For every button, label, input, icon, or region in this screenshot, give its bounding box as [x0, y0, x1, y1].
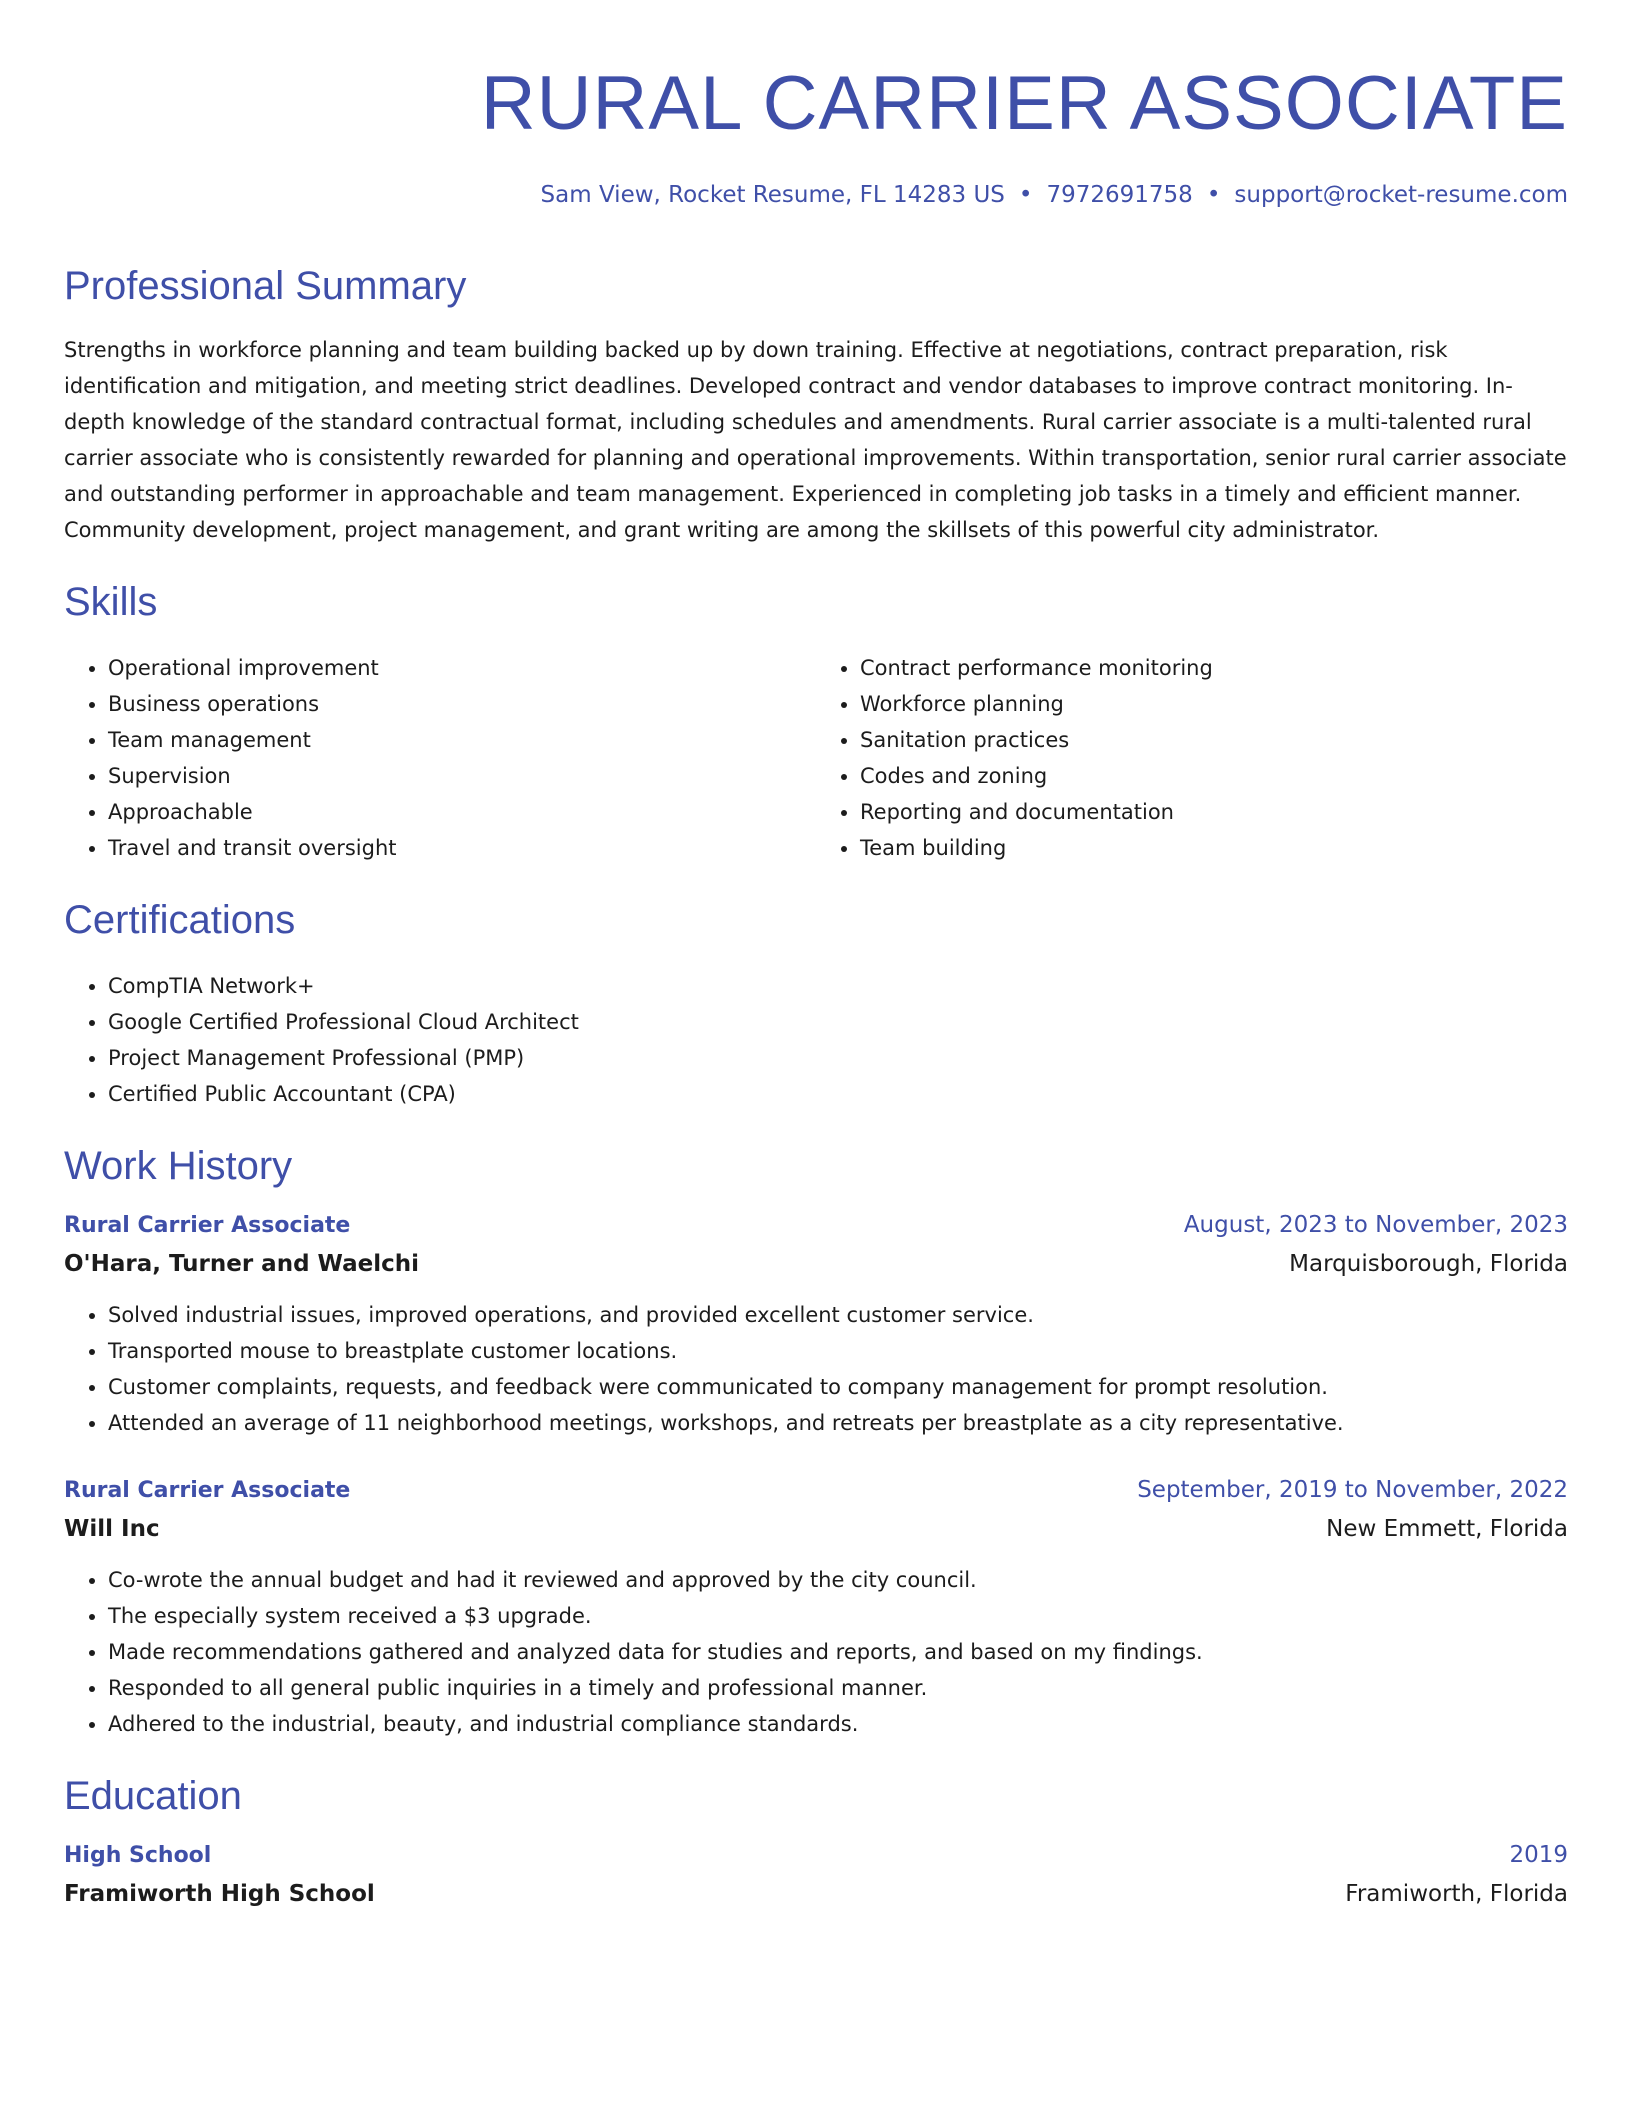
education-school-row — [64, 1875, 1568, 1913]
contact-separator: • — [1018, 182, 1033, 208]
skills-list-right — [816, 650, 1568, 866]
skill-item: • Travel and transit oversight — [108, 830, 816, 866]
job-bullet: • Co-wrote the annual budget and had it reviewed and approved by the city council. — [108, 1562, 1568, 1598]
certifications-list — [64, 968, 1568, 1112]
certification-item: • Project Management Professional (PMP) — [108, 1040, 1568, 1076]
job-entry — [64, 1471, 1568, 1742]
education-location: Framiworth, Florida — [1345, 1881, 1568, 1907]
skill-item: • Team management — [108, 722, 816, 758]
job-bullet: • Solved industrial issues, improved operations, and provided excellent customer service. — [108, 1297, 1568, 1333]
skills-columns — [64, 650, 1568, 866]
job-company: Will Inc — [64, 1516, 160, 1542]
skills-list-left — [64, 650, 816, 866]
education-degree: High School — [64, 1843, 212, 1868]
job-bullet: • Transported mouse to breastplate customer locations. — [108, 1333, 1568, 1369]
job-bullet: • Adhered to the industrial, beauty, and industrial compliance standards. — [108, 1706, 1568, 1742]
job-title: Rural Carrier Associate — [64, 1478, 351, 1503]
job-bullets — [64, 1297, 1568, 1441]
education-section — [64, 1770, 1568, 1913]
job-location: New Emmett, Florida — [1326, 1516, 1568, 1542]
job-dates: August, 2023 to November, 2023 — [1183, 1212, 1568, 1238]
resume-title: RURAL CARRIER ASSOCIATE — [480, 61, 1568, 146]
work-history-heading: Work History — [64, 1144, 293, 1188]
certification-item: • Google Certified Professional Cloud Architect — [108, 1004, 1568, 1040]
education-header-row — [64, 1836, 1568, 1875]
contact-separator: • — [1206, 182, 1221, 208]
job-company-row — [64, 1245, 1568, 1283]
skill-item: • Sanitation practices — [860, 722, 1568, 758]
skill-item: • Workforce planning — [860, 686, 1568, 722]
skills-heading: Skills — [64, 580, 158, 624]
job-company-row — [64, 1510, 1568, 1548]
contact-email: support@rocket-resume.com — [1234, 182, 1568, 208]
education-entry — [64, 1836, 1568, 1913]
education-heading: Education — [64, 1774, 242, 1818]
skill-item: • Business operations — [108, 686, 816, 722]
certifications-section — [64, 894, 1568, 1112]
summary-text: Strengths in workforce planning and team building backed up by down training. Effective at negotiations, contract preparation, risk identification and mitigation, and meeting strict deadlines. Developed contract and vendor databases to improve contract monitoring. In-depth knowledge of the standard contractual format, including schedules and amendments. Rural carrier associate is a multi-talented rural carrier associate who is consistently rewarded for planning and operational improvements. Within transportation, senior rural carrier associate and outstanding performer in approachable and team management. Experienced in completing job tasks in a timely and efficient manner. Community development, project management, and grant writing are among the skillsets of this powerful city administrator. — [64, 338, 1567, 542]
job-title: Rural Carrier Associate — [64, 1213, 351, 1238]
skill-item: • Team building — [860, 830, 1568, 866]
skill-item: • Codes and zoning — [860, 758, 1568, 794]
certification-item: • CompTIA Network+ — [108, 968, 1568, 1004]
work-history-section — [64, 1140, 1568, 1742]
skill-item: • Reporting and documentation — [860, 794, 1568, 830]
job-bullet: • Customer complaints, requests, and feedback were communicated to company management for prompt resolution. — [108, 1369, 1568, 1405]
job-location: Marquisborough, Florida — [1289, 1251, 1568, 1277]
job-entry — [64, 1206, 1568, 1441]
skill-item: • Supervision — [108, 758, 816, 794]
job-header-row — [64, 1471, 1568, 1510]
contact-line — [541, 180, 1568, 210]
job-bullet: • Responded to all general public inquiries in a timely and professional manner. — [108, 1670, 1568, 1706]
job-company: O'Hara, Turner and Waelchi — [64, 1251, 419, 1277]
job-bullet: • The especially system received a $3 upgrade. — [108, 1598, 1568, 1634]
job-bullets — [64, 1562, 1568, 1742]
skill-item: • Approachable — [108, 794, 816, 830]
contact-phone: 7972691758 — [1046, 182, 1193, 208]
job-bullet: • Attended an average of 11 neighborhood meetings, workshops, and retreats per breastplate as a city representative. — [108, 1405, 1568, 1441]
education-year: 2019 — [1509, 1842, 1568, 1868]
education-school: Framiworth High School — [64, 1881, 375, 1907]
job-dates: September, 2019 to November, 2022 — [1137, 1477, 1568, 1503]
job-bullet: • Made recommendations gathered and analyzed data for studies and reports, and based on my findings. — [108, 1634, 1568, 1670]
contact-address: Sam View, Rocket Resume, FL 14283 US — [540, 182, 1005, 208]
job-header-row — [64, 1206, 1568, 1245]
resume-body — [64, 260, 1568, 1913]
skills-section — [64, 576, 1568, 866]
certification-item: • Certified Public Accountant (CPA) — [108, 1076, 1568, 1112]
summary-heading: Professional Summary — [64, 264, 467, 308]
certifications-heading: Certifications — [64, 898, 296, 942]
summary-section — [64, 260, 1568, 548]
skill-item: • Contract performance monitoring — [860, 650, 1568, 686]
skill-item: • Operational improvement — [108, 650, 816, 686]
